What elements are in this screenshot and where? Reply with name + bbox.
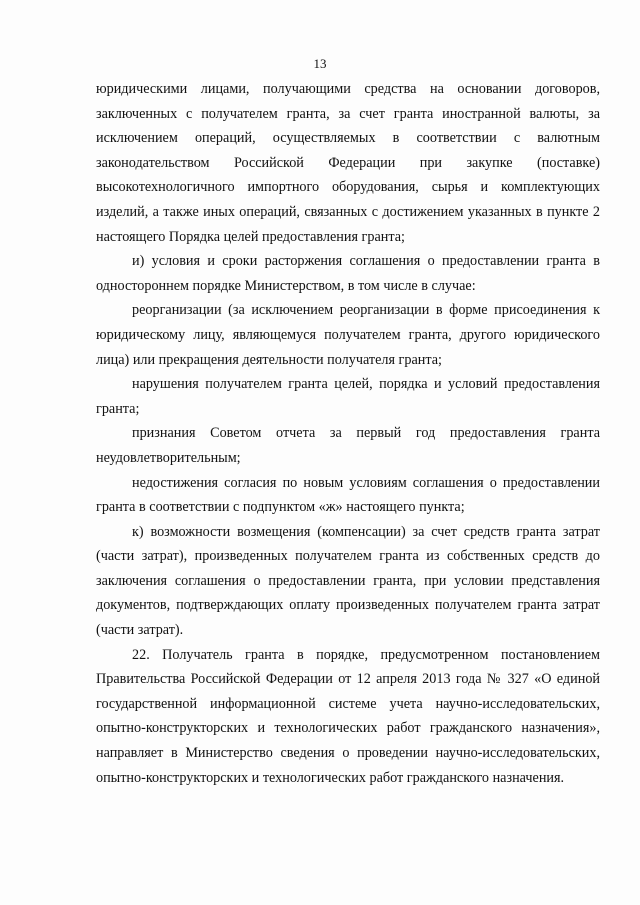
paragraph-item-i: и) условия и сроки расторжения соглашения о предоставлении гранта в одностороннем порядке Министерством, в том числе в случае: (96, 253, 600, 294)
page-number: 13 (313, 56, 327, 71)
paragraph-case-violation: нарушения получателем гранта целей, порядка и условий предоставления гранта; (96, 376, 600, 417)
paragraph-continuation: юридическими лицами, получающими средства на основании договоров, заключенных с получателем гранта, за счет гранта иностранной валюты, за исключением операций, осуществляемых в соответствии с валютным законодательством Российской Федерации при закупке (поставке) высокотехнологичного импортного оборудования, сырья и комплектующих изделий, а также иных операций, связанных с достижением указанных в пункте 2 настоящего Порядка целей предоставления гранта; (96, 81, 600, 245)
paragraph-case-reorganization: реорганизации (за исключением реорганизации в форме присоединения к юридическому лицу, являющемуся получателем гранта, другого юридического лица) или прекращения деятельности получателя гранта; (96, 302, 600, 368)
paragraph-case-disagreement: недостижения согласия по новым условиям соглашения о предоставлении гранта в соответствии с подпунктом «ж» настоящего пункта; (96, 474, 600, 516)
paragraph-case-report: признания Советом отчета за первый год предоставления гранта неудовлетворительным; (96, 425, 600, 466)
document-body (96, 77, 600, 790)
paragraph-item-k: к) возможности возмещения (компенсации) за счет средств гранта затрат (части затрат), произведенных получателем гранта из собственных средств до заключения соглашения о предоставлении гранта, при условии представления документов, подтверждающих оплату произведенных получателем гранта затрат (части затрат). (96, 523, 600, 639)
paragraph-22: 22. Получатель гранта в порядке, предусмотренном постановлением Правительства Российской Федерации от 12 апреля 2013 года № 327 «О единой государственной информационной системе учета научно-исследовательских, опытно-конструкторских и технологических работ гражданского назначения», направляет в Министерство сведения о проведении научно-исследовательских, опытно-конструкторских и технологических работ гражданского назначения. (96, 646, 600, 786)
